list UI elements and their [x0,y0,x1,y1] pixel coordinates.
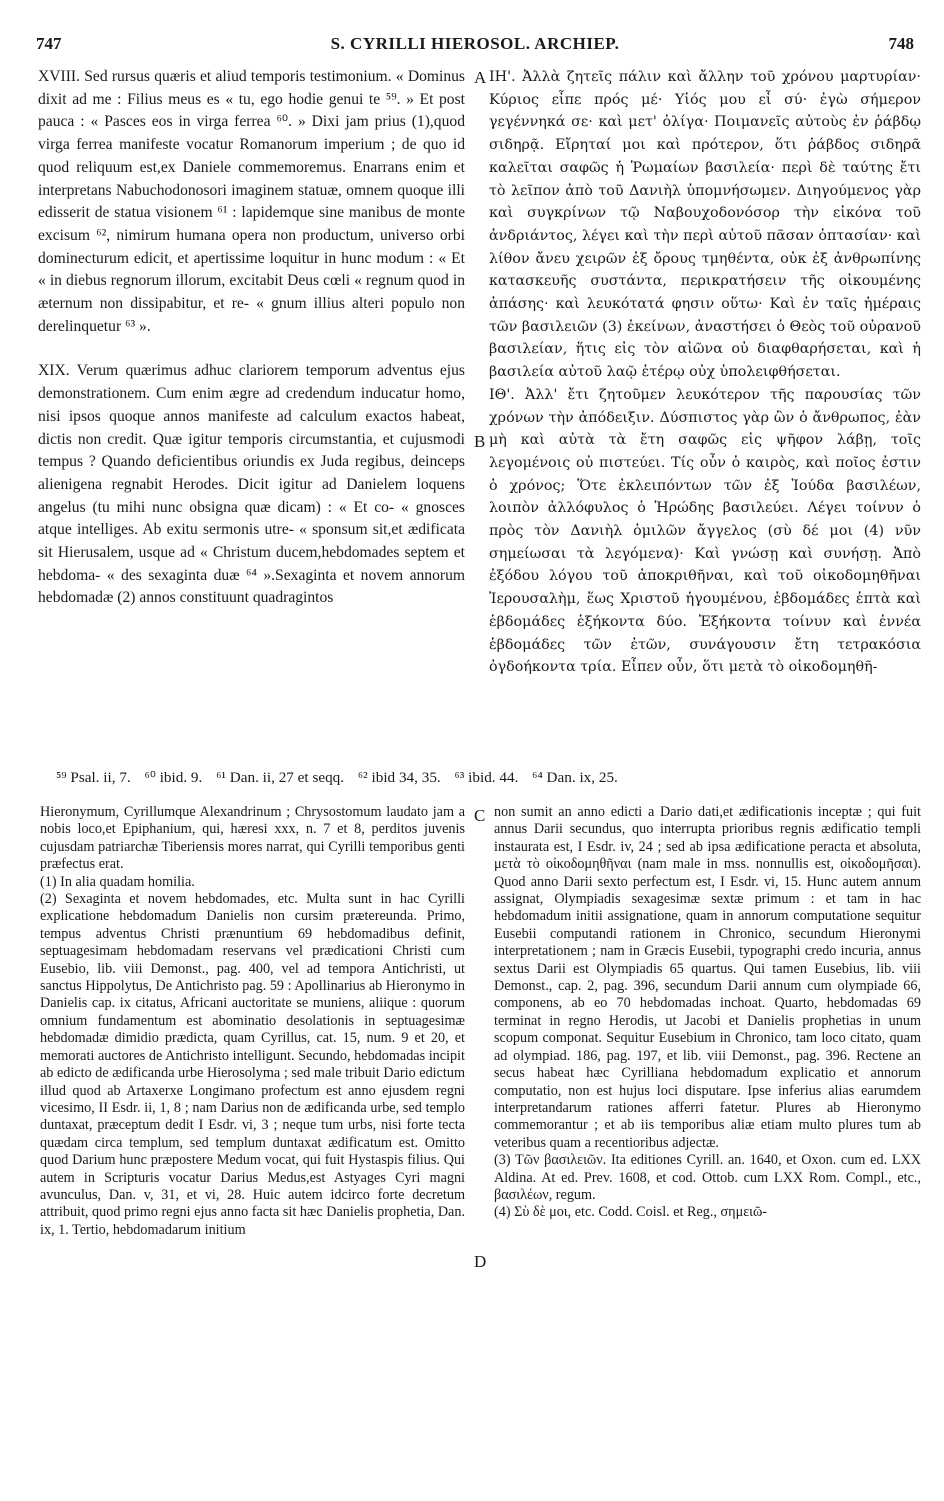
margin-marker-c: C [474,806,486,825]
scripture-ref: ⁵⁹ Psal. ii, 7. [56,769,131,786]
greek-column [489,66,921,756]
note-1: (1) In alia quadam homilia. [40,873,195,890]
greek-section-19: ΙΘ'. Ἀλλ' ἔτι ζητοῦμεν λευκότερον τῆς παρουσίας τῶν χρόνων τὴν ἀπόδειξιν. Δύσπιστος γὰρ ὢν ὁ ἄνθρωπος, ἐὰν μὴ καὶ αὐτὰ τὰ ἔτη σαφῶς εἰς ψῆφον λάβῃ, τοῖς λεγομένοις οὐ πιστεύει. Τίς οὖν ὁ καιρὸς, καὶ ποῖος ἐστιν ὁ χρόνος; Ὅτε ἐκλειπόντων τῶν ἐξ Ἰούδα βασιλέων, λοιπὸν ἀλλόφυλος ὁ Ἡρώδης βασιλεύει. Λέγει τοίνυν ὁ πρὸς τὸν Δανιὴλ ὁμιλῶν ἄγγελος (σὺ δέ μοι (4) νῦν σημείωσαι τὰ λεγόμενα)· Καὶ γνώσῃ καὶ συνήσῃ. Ἀπὸ ἐξόδου λόγου τοῦ ἀποκριθῆναι, καὶ τοῦ οἰκοδομηθῆναι Ἰερουσαλὴμ, ἕως Χριστοῦ ἡγουμένου, ἑβδομάδες ἑπτὰ καὶ ἑβδομάδες ἑξήκοντα δύο. Ἑξήκοντα τοίνυν καὶ ἐννέα ἑβδομάδες τῶν ἐτῶν, συνάγουσιν ἔτη τετρακόσια ὀγδοήκοντα τρία. Εἶπεν οὖν, ὅτι μετὰ τὸ οἰκοδομηθῆ- [489,386,921,676]
page-number-right: 748 [888,34,914,53]
notes-column-left [40,804,465,1454]
note-2: (2) Sexaginta et novem hebdomades, etc. Multa sunt in hac Cyrilli explicatione hebdomadum Danielis non cursim prætereunda. Primo, tempus adventus Christi prænuntium 69 hebdomadibus definit, septuagesimam hebdomadam reservans vel prædicationi Christi cum Eusebio, lib. viii Demonst., pag. 400, vel ad tempora Antichristi, ut sanctus Hippolytus, De Antichristo pag. 59 : Apollinarius ab Hieronymo in Danielis cap. ix citatus, Africani auctoritate se muniens, aliique : quorum omnium fundamentum est abominatio desolationis in septuagesimæ hebdomadæ dimidio prædicta, quam Cyrillus, cat. 15, num. 9 et 20, et memorati auctores de Antichristo intelligunt. Secundo, hebdomadas incipit ab edicto de ædificanda urbe Hierosolyma ; sed male tribuit Dario edictum illud quod ab Artaxerxe Longimano profectum est anno ejusdem regni vicesimo, II Esdr. ii, 1, 8 ; nam Darius non de ædificanda urbe, sed templo duntaxat, præceptum dedit I Esdr. vi, 3 ; neque tum urbs, nisi forte tecta quædam circa templum, sed templum duntaxat ædificatum est. Omitto quod Darium hunc præpostere Medum vocat, qui fuit Hystaspis filius. Qui autem in Scripturis vocatur Darius Medus,est Astyages Cyri magni avunculus, Dan. v, 31, et vi, 28. Huic autem idcirco forte decretum attribuit, quod primo regni ejus anno facta sit hæc Danielis prophetia, Dan. ix, 1. Tertio, hebdomadarum initium [40,891,465,1238]
margin-marker-b: B [474,432,486,451]
scripture-ref: ⁶³ ibid. 44. [454,769,519,786]
note-continuation: Hieronymum, Cyrillumque Alexandrinum ; Chrysostomum laudato jam a nobis loco,et Epiphanium, qui, hæresi xxx, n. 7 et 8, perditos juvenis cujusdam patriarchæ Tiberiensis mores narrat, qui Cyrilli temporibus genti præfectus erat. [40,804,465,873]
scripture-ref: ⁶⁴ Dan. ix, 25. [532,769,618,786]
scripture-ref: ⁶¹ Dan. ii, 27 et seqq. [216,769,345,786]
greek-section-18: ΙΗ'. Ἀλλὰ ζητεῖς πάλιν καὶ ἄλλην τοῦ χρόνου μαρτυρίαν· Κύριος εἶπε πρός μέ· Υἱός μου εἶ σύ· ἐγὼ σήμερον γεγέννηκά σε· καὶ μετ' ὀλίγα· Ποιμανεῖς αὐτοὺς ἐν ῥάβδῳ σιδηρᾷ. Εἴρηταί μοι καὶ πρότερον, ὅτι ῥάβδος σιδηρᾶ καλεῖται σαφῶς ἡ Ῥωμαίων βασιλεία· περὶ δὲ ταύτης ἔτι τὸ λεῖπον ἀπὸ τοῦ Δανιὴλ ὑπομνήσωμεν. Διηγούμενος γὰρ καὶ συγκρίνων τῷ Ναβουχοδονόσορ τὴν εἰκόνα τοῦ ἀνδριάντος, λέγει καὶ τὴν περὶ αὐτοῦ πᾶσαν ὀπτασίαν· καὶ λίθον ἄνευ χειρῶν ἐξ ὄρους τμηθέντα, οὐκ ἐξ ἀνθρωπίνης κατασκευῆς συστάντα, περικρατήσειν τῆς οἰκουμένης ἁπάσης· καὶ λευκότατά φησιν οὕτω· Καὶ ἐν ταῖς ἡμέραις τῶν βασιλειῶν (3) ἐκείνων, ἀναστήσει ὁ Θεὸς τοῦ οὐρανοῦ βασιλείαν, ἥτις εἰς τὸν αἰῶνα οὐ διαφθαρήσεται, καὶ ἡ βασιλεία αὐτοῦ λαῷ ἑτέρῳ οὐχ ὑπολειφθήσεται. [489,69,921,381]
scripture-references [56,768,922,790]
margin-marker-a: A [474,68,487,87]
page-header [36,34,914,56]
note-3: (3) Τῶν βασιλειῶν. Ita editiones Cyrill. an. 1640, et Oxon. cum ed. LXX Aldina. At ed. Prev. 1608, et cod. Ottob. cum LXX Rom. Compl., etc., βασιλέων, regum. [494,1152,921,1203]
notes-column-right [494,804,921,1454]
note-continuation: non sumit an anno edicti a Dario dati,et ædificationis inceptæ ; qui fuit annus Darii secundus, quo interrupta prioribus regnis ædificatio templi instaurata est, I Esdr. iv, 24 ; sed ab ipsa ædificatione peracta et absoluta, μετὰ τὸ οἰκοδομηθῆναι (nam male in mss. nonnullis est, οἰκοδομῆσαι). Quod anno Darii sexto perfectum est, I Esdr. vi, 15. Hunc autem annum assignat, Olympiadis sexagesimæ sextæ primum : et tam in hac hebdomadum initii assignatione, quam in annorum computatione sequitur Eusebii computandi rationem in Chronico, secundum Hieronymi interpretationem ; nam in Græcis Eusebii, typographi credo incuria, annus sextus Darii est Olympiadis 65 quartus. Qui tamen Eusebius, lib. viii Demonst., cap. 2, pag. 396, secundum Darii annum cum olympiade 66, componens, ab eo 70 hebdomadas inchoat. Quarto, hebdomadas 69 terminat in regno Herodis, ut Jacobi et Danielis prophetias in unum scopum componat. Sequitur Eusebium in Chronico, tam loco citato, quam ad olympiad. 186, pag. 197, et lib. viii Demonst., pag. 396. Rectene an secus habeat hæc Cyrilliana hebdomadum explicatio et annorum computatio, non est hujus loci disputare. Ipse inferius alias earumdem interpretandarum rationes afferri fatetur. Plures ab Hieronymo commemorantur ; et ab iis temporibus aliæ etiam multo plures tum ab veteribus quam a recentioribus adjectæ. [494,804,921,1151]
scripture-ref: ⁶⁰ ibid. 9. [144,769,203,786]
note-4: (4) Σὺ δὲ μοι, etc. Codd. Coisl. et Reg., σημειῶ- [494,1204,768,1221]
latin-section-19: XIX. Verum quærimus adhuc clariorem temporum adventus ejus demonstrationem. Cum enim ægre ad credendum inducatur homo, nisi ipsos quoque annos manifeste ad calculum exactos habeat, dictis non credit. Quæ igitur temporis circumstantia, et cujusmodi tempus ? Quando deficientibus oriundis ex Juda regibus, deinceps alienigena regnabit Herodes. Dicit igitur ad Danielem loquens angelus (tu mihi nunc obsigna quæ dicam) : « Et co- « gnosces atque intelliges. Ab exitu sermonis utre- « sponsum sit,et ædificata sit Hierusalem, usque ad « Christum ducem,hebdomades septem et hebdoma- « des sexaginta duæ ⁶⁴ ».Sexaginta et novem annorum hebdomadæ (2) annos constituunt quadragintos [38,362,465,607]
running-title: S. CYRILLI HIEROSOL. ARCHIEP. [330,34,620,53]
latin-section-18: XVIII. Sed rursus quæris et aliud temporis testimonium. « Dominus dixit ad me : Filius meus es « tu, ego hodie genui te ⁵⁹. » Et post pauca : « Pasces eos in virga ferrea ⁶⁰. » Dixi jam prius (1),quod virga ferrea manifeste vocatur Romanorum imperium ; de quo id quod reliquum est,ex Daniele commemoremus. Enarrans enim et interpretans Nabuchodonosori imaginem statuæ, omnem quoque illi edisserit de statua visionem ⁶¹ : lapidemque sine manibus de monte excisum ⁶², nimirum humana opera non productum, universo orbi dominecturum edicit, et apertissime loquitur in hunc modum : « Et « in diebus regnorum illorum, excitabit Deus cœli « regnum quod in æternum non dissipabitur, et re- « gnum illius alteri populo non derelinquetur ⁶³ ». [38,68,465,335]
page-number-left: 747 [36,34,62,53]
margin-marker-d: D [474,1252,487,1271]
latin-column [38,66,465,756]
scripture-ref: ⁶² ibid 34, 35. [357,769,441,786]
